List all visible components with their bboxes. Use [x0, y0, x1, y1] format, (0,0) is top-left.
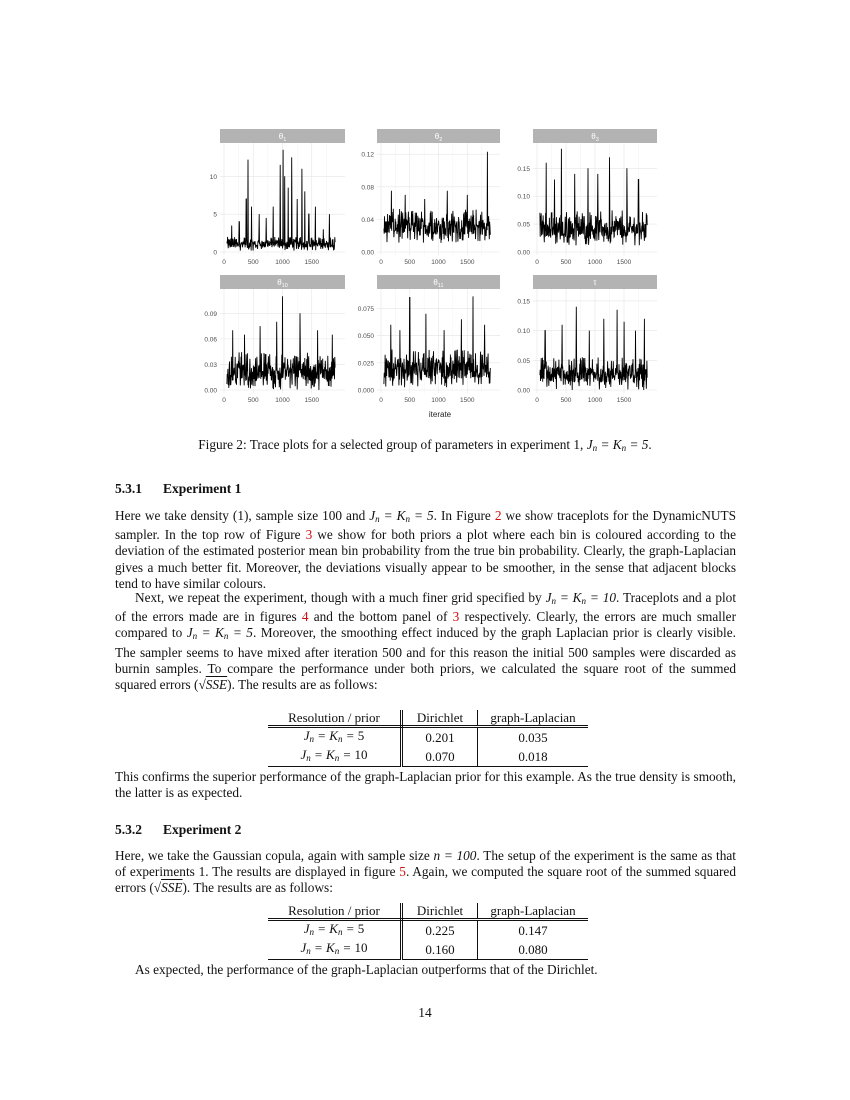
table-header: Resolution / prior — [268, 710, 402, 727]
x-tick-label: 1500 — [304, 397, 319, 404]
y-tick-label: 0.15 — [517, 298, 530, 306]
figure-ref-link[interactable]: 5 — [399, 864, 406, 880]
y-tick-label: 0.10 — [517, 193, 530, 201]
x-tick-label: 0 — [222, 259, 226, 266]
figure-caption: Figure 2: Trace plots for a selected group of parameters in experiment 1, $J_n = K_n = 5$. — [198, 437, 652, 453]
y-tick-label: 0.00 — [361, 249, 374, 257]
y-tick-label: 0.04 — [361, 216, 374, 224]
paragraph-experiment-1-finer-grid: Next, we repeat the experiment, though with a much finer grid specified by $J_n = K_n = 10$. Traceplots and a plot of the errors made are in figures 4 and the bottom panel of 3 respectively. Clearly, the errors are much smaller compared to $J_n = K_n = 5$. Moreover, the smoothing effect induced by the graph Laplacian prior is clearly visible. The sampler seems to have mixed after iteration 500 and for this reason the initial 500 samples were discarded as burnin samples. To compare the performance under both priors, we calculated the square root of the summed squared errors (√SSE). The results are as follows: — [115, 590, 737, 693]
section-heading-experiment-2: 5.3.2 Experiment 2 — [115, 822, 242, 837]
caption-text: Figure 2: Trace plots for a selected group of parameters in experiment 1, — [198, 437, 587, 452]
x-tick-label: 0 — [379, 259, 383, 266]
y-tick-label: 0.06 — [204, 336, 217, 344]
y-tick-label: 10 — [209, 173, 217, 181]
x-tick-label: 500 — [247, 397, 259, 404]
facet-label: $\theta_{11}$ — [433, 278, 444, 289]
x-tick-label: 1500 — [616, 259, 632, 266]
y-tick-label: 0.00 — [517, 387, 530, 395]
trace-plots-figure — [195, 125, 665, 425]
results-table-experiment-1 — [268, 710, 588, 767]
x-tick-label: 1000 — [587, 397, 603, 404]
results-table-experiment-2 — [268, 903, 588, 960]
y-tick-label: 0.075 — [357, 305, 374, 313]
facet-label: $\theta_{10}$ — [277, 278, 288, 289]
x-tick-label: 1500 — [460, 259, 475, 266]
figure-ref-link[interactable]: 2 — [494, 508, 502, 523]
figure-ref-link[interactable]: 4 — [301, 609, 309, 625]
y-tick-label: 0.15 — [517, 165, 530, 173]
x-tick-label: 0 — [222, 397, 226, 404]
x-tick-label: 1000 — [431, 397, 446, 404]
x-tick-label: 0 — [535, 397, 539, 404]
x-tick-label: 500 — [560, 397, 572, 404]
y-tick-label: 0.12 — [361, 151, 374, 159]
x-tick-label: 0 — [535, 259, 539, 266]
y-tick-label: 5 — [213, 211, 217, 219]
facet-label: $\theta_3$ — [591, 132, 599, 143]
y-tick-label: 0.00 — [204, 387, 217, 395]
y-tick-label: 0.000 — [357, 387, 374, 395]
paragraph-experiment-1-conclusion: This confirms the superior performance of the graph-Laplacian prior for this example. As the true density is smooth, the latter is as expected. — [115, 769, 736, 801]
table-row: $J_n = K_n = 5$ 0.201 0.035 — [268, 727, 588, 748]
y-tick-label: 0.025 — [357, 360, 374, 368]
x-axis-title: iterate — [428, 410, 452, 419]
x-tick-label: 500 — [560, 259, 572, 266]
x-tick-label: 500 — [404, 397, 416, 404]
x-tick-label: 1000 — [431, 259, 446, 266]
figure-ref-link[interactable]: 3 — [452, 609, 460, 625]
y-tick-label: 0.09 — [204, 310, 217, 318]
paragraph-experiment-2-intro: Here, we take the Gaussian copula, again with sample size n = 100. The setup of the experiment is the same as that of experiments 1. The results are displayed in figure 5. Again, we computed the square root of the summed squared errors (√SSE). The results are as follows: — [115, 848, 736, 896]
page-number: 14 — [418, 1005, 432, 1020]
y-tick-label: 0.00 — [517, 249, 530, 257]
table-row: $J_n = K_n = 10$ 0.160 0.080 — [268, 940, 588, 960]
y-tick-label: 0 — [213, 249, 217, 257]
x-tick-label: 1500 — [304, 259, 319, 266]
y-tick-label: 0.08 — [361, 184, 374, 192]
table-row: $J_n = K_n = 10$ 0.070 0.018 — [268, 747, 588, 767]
x-tick-label: 1500 — [460, 397, 475, 404]
paragraph-experiment-1-intro: Here we take density (1), sample size 100 and $J_n = K_n = 5$. In Figure 2 we show traceplots for the DynamicNUTS sampler. In the top row of Figure 3 we show for both priors a plot where each bin is coloured according to the deviation of the estimated posterior mean bin probability from the true bin probability. Clearly, the graph-Laplacian gives a much better fit. Moreover, the deviations visually appear to be smoother, in the sense that adjacent blocks tend to have similar colours. — [115, 508, 736, 591]
facet-label: $\theta_2$ — [434, 132, 443, 143]
table-header: Resolution / prior — [268, 903, 402, 920]
y-tick-label: 0.050 — [357, 333, 374, 341]
table-header: Dirichlet — [402, 903, 478, 920]
facet-label: $\theta_1$ — [278, 132, 287, 143]
y-tick-label: 0.05 — [517, 221, 530, 229]
section-heading-experiment-1: 5.3.1 Experiment 1 — [115, 481, 242, 496]
x-tick-label: 1000 — [587, 259, 603, 266]
x-tick-label: 1000 — [275, 397, 290, 404]
y-tick-label: 0.05 — [517, 357, 530, 365]
x-tick-label: 0 — [379, 397, 383, 404]
x-tick-label: 500 — [404, 259, 416, 266]
paragraph-experiment-2-conclusion: As expected, the performance of the graph-Laplacian outperforms that of the Dirichlet. — [135, 962, 598, 977]
x-tick-label: 1000 — [275, 259, 290, 266]
table-header: graph-Laplacian — [478, 903, 589, 920]
x-tick-label: 500 — [247, 259, 259, 266]
figure-ref-link[interactable]: 3 — [305, 527, 313, 543]
y-tick-label: 0.03 — [204, 361, 217, 369]
table-header: Dirichlet — [402, 710, 478, 727]
table-row: $J_n = K_n = 5$ 0.225 0.147 — [268, 920, 588, 941]
facet-label: τ — [593, 278, 597, 287]
y-tick-label: 0.10 — [517, 328, 530, 336]
x-tick-label: 1500 — [616, 397, 632, 404]
table-header: graph-Laplacian — [478, 710, 589, 727]
